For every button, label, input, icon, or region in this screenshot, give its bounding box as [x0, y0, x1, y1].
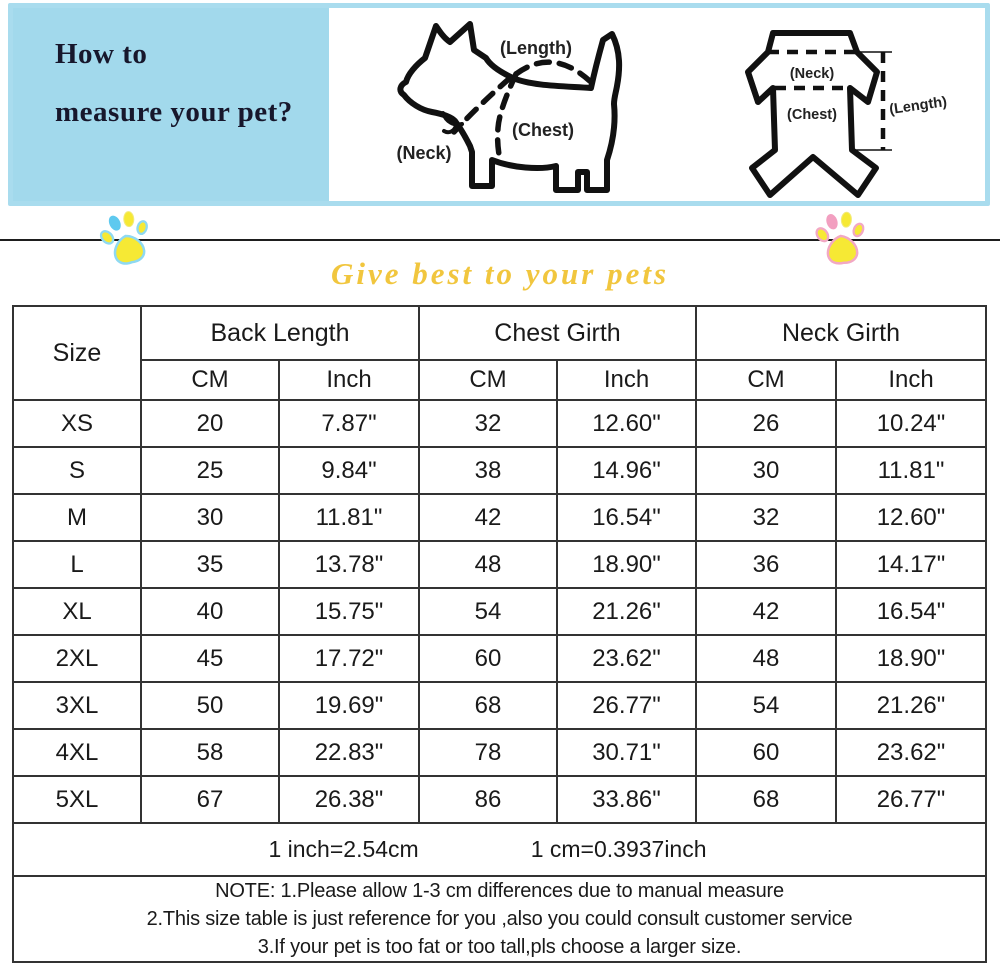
banner-title-panel — [13, 8, 329, 201]
garment-neck-label: (Neck) — [789, 66, 835, 82]
size-cell: 3XL — [13, 682, 141, 729]
garment-measure-diagram — [710, 10, 980, 200]
value-cell: 86 — [419, 776, 557, 823]
value-cell: 60 — [696, 729, 836, 776]
conversion-row — [13, 823, 986, 876]
value-cell: 18.90" — [557, 541, 696, 588]
dog-measure-diagram — [340, 8, 700, 200]
value-cell: 67 — [141, 776, 279, 823]
value-cell: 35 — [141, 541, 279, 588]
value-cell: 11.81" — [836, 447, 986, 494]
header-neck-girth: Neck Girth — [696, 306, 986, 360]
value-cell: 42 — [419, 494, 557, 541]
value-cell: 33.86" — [557, 776, 696, 823]
value-cell: 20 — [141, 400, 279, 447]
value-cell: 48 — [419, 541, 557, 588]
value-cell: 60 — [419, 635, 557, 682]
value-cell: 16.54" — [836, 588, 986, 635]
value-cell: 13.78" — [279, 541, 419, 588]
value-cell: 19.69" — [279, 682, 419, 729]
value-cell: 30 — [696, 447, 836, 494]
table-row — [13, 447, 986, 494]
value-cell: 26 — [696, 400, 836, 447]
value-cell: 45 — [141, 635, 279, 682]
header-size: Size — [13, 306, 141, 400]
value-cell: 36 — [696, 541, 836, 588]
value-cell: 78 — [419, 729, 557, 776]
value-cell: 12.60" — [836, 494, 986, 541]
value-cell: 12.60" — [557, 400, 696, 447]
dog-length-label: (Length) — [500, 38, 572, 58]
size-cell: S — [13, 447, 141, 494]
banner-title-line1: How to — [55, 38, 148, 70]
size-cell: M — [13, 494, 141, 541]
value-cell: 21.26" — [836, 682, 986, 729]
value-cell: 48 — [696, 635, 836, 682]
value-cell: 7.87" — [279, 400, 419, 447]
value-cell: 30 — [141, 494, 279, 541]
value-cell: 42 — [696, 588, 836, 635]
dog-neck-label: (Neck) — [396, 143, 452, 163]
notes-row — [13, 876, 986, 962]
unit-header: CM — [419, 360, 557, 400]
value-cell: 9.84" — [279, 447, 419, 494]
table-header-unit-row — [13, 360, 986, 400]
value-cell: 58 — [141, 729, 279, 776]
tagline: Give best to your pets — [330, 256, 670, 291]
value-cell: 22.83" — [279, 729, 419, 776]
size-cell: 2XL — [13, 635, 141, 682]
header-chest-girth: Chest Girth — [419, 306, 696, 360]
value-cell: 23.62" — [557, 635, 696, 682]
table-row — [13, 776, 986, 823]
unit-header: Inch — [836, 360, 986, 400]
size-table — [12, 305, 987, 963]
value-cell: 50 — [141, 682, 279, 729]
table-row — [13, 541, 986, 588]
value-cell: 68 — [696, 776, 836, 823]
value-cell: 32 — [419, 400, 557, 447]
value-cell: 30.71" — [557, 729, 696, 776]
size-cell: XS — [13, 400, 141, 447]
value-cell: 21.26" — [557, 588, 696, 635]
table-row — [13, 635, 986, 682]
value-cell: 32 — [696, 494, 836, 541]
inch-to-cm-conversion: 1 inch=2.54cm — [268, 836, 419, 862]
value-cell: 25 — [141, 447, 279, 494]
size-cell: L — [13, 541, 141, 588]
size-cell: 4XL — [13, 729, 141, 776]
value-cell: 26.77" — [836, 776, 986, 823]
table-header-group-row — [13, 306, 986, 360]
unit-header: Inch — [279, 360, 419, 400]
unit-header: Inch — [557, 360, 696, 400]
garment-chest-label: (Chest) — [787, 107, 837, 123]
value-cell: 17.72" — [279, 635, 419, 682]
value-cell: 14.96" — [557, 447, 696, 494]
unit-header: CM — [141, 360, 279, 400]
value-cell: 26.77" — [557, 682, 696, 729]
value-cell: 38 — [419, 447, 557, 494]
value-cell: 26.38" — [279, 776, 419, 823]
value-cell: 16.54" — [557, 494, 696, 541]
banner-title-line2: measure your pet? — [55, 96, 293, 128]
table-row — [13, 729, 986, 776]
value-cell: 15.75" — [279, 588, 419, 635]
measure-banner — [8, 3, 990, 206]
header-back-length: Back Length — [141, 306, 419, 360]
note-line-3: 3.If your pet is too fat or too tall,pls choose a larger size. — [257, 936, 742, 958]
garment-length-label: (Length) — [888, 94, 948, 118]
value-cell: 54 — [696, 682, 836, 729]
value-cell: 11.81" — [279, 494, 419, 541]
note-line-1: NOTE: 1.Please allow 1-3 cm differences due to manual measure — [215, 880, 784, 902]
size-cell: XL — [13, 588, 141, 635]
value-cell: 23.62" — [836, 729, 986, 776]
table-row — [13, 494, 986, 541]
cm-to-inch-conversion: 1 cm=0.3937inch — [530, 836, 707, 862]
unit-header: CM — [696, 360, 836, 400]
value-cell: 40 — [141, 588, 279, 635]
value-cell: 14.17" — [836, 541, 986, 588]
value-cell: 10.24" — [836, 400, 986, 447]
table-row — [13, 682, 986, 729]
value-cell: 54 — [419, 588, 557, 635]
value-cell: 18.90" — [836, 635, 986, 682]
size-cell: 5XL — [13, 776, 141, 823]
note-line-2: 2.This size table is just reference for you ,also you could consult customer service — [146, 908, 853, 930]
value-cell: 68 — [419, 682, 557, 729]
table-row — [13, 588, 986, 635]
table-row — [13, 400, 986, 447]
dog-chest-label: (Chest) — [512, 120, 574, 140]
